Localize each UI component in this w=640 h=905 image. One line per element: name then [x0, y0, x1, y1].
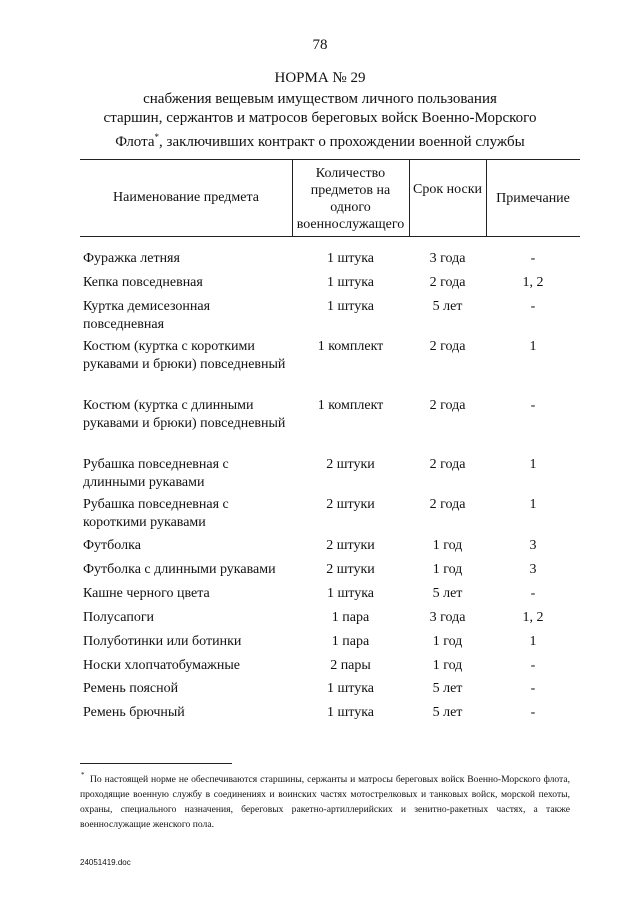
item-quantity: 2 штуки	[326, 497, 375, 512]
item-note: -	[530, 705, 536, 720]
item-quantity: 1 комплект	[317, 398, 384, 413]
item-name: Полусапоги	[83, 610, 155, 625]
item-note: 3	[529, 538, 537, 553]
footnote-rule	[80, 763, 232, 764]
item-wear-term: 3 года	[429, 251, 466, 266]
item-quantity: 1 штука	[326, 705, 375, 720]
item-name: Костюм (куртка с длинными рукавами и брюки) повседневный	[83, 398, 286, 431]
item-name: Кашне черного цвета	[83, 586, 210, 601]
item-quantity: 1 штука	[326, 299, 375, 314]
subtitle-line-1: снабжения вещевым имуществом личного пользования	[143, 91, 497, 107]
subtitle-fleet: Флота	[115, 134, 155, 150]
item-quantity: 1 штука	[326, 586, 375, 601]
item-name: Костюм (куртка с короткими рукавами и брюки) повседневный	[83, 339, 286, 372]
item-quantity: 1 штука	[326, 275, 375, 290]
item-wear-term: 1 год	[432, 562, 463, 577]
item-note: 1	[529, 457, 537, 472]
item-note: 1	[529, 339, 537, 354]
item-quantity: 1 комплект	[317, 339, 384, 354]
item-note: 1, 2	[522, 275, 544, 290]
header-note: Примечание	[496, 191, 570, 206]
item-note: 1	[529, 634, 537, 649]
subtitle-contract: , заключивших контракт о прохождении военной службы	[159, 134, 525, 150]
item-wear-term: 2 года	[429, 457, 466, 472]
item-wear-term: 2 года	[429, 339, 466, 354]
page-number: 78	[312, 37, 328, 53]
item-quantity: 2 штуки	[326, 457, 375, 472]
item-wear-term: 2 года	[429, 497, 466, 512]
item-name: Футболка с длинными рукавами	[83, 562, 276, 577]
subtitle-line-3	[0, 128, 640, 152]
document-heading	[0, 70, 640, 152]
norm-subtitle	[0, 90, 640, 152]
header-bottom-rule	[80, 236, 580, 237]
item-note: -	[530, 681, 536, 696]
header-quantity: Количество предметов на одного военнослужащего	[296, 166, 405, 232]
item-wear-term: 1 год	[432, 538, 463, 553]
item-note: -	[530, 251, 536, 266]
item-name: Ремень брючный	[83, 705, 185, 720]
item-name: Ремень поясной	[83, 681, 179, 696]
item-name: Рубашка повседневная с длинными рукавами	[83, 457, 229, 490]
footnote-marker: *	[81, 771, 85, 779]
item-wear-term: 1 год	[432, 634, 463, 649]
item-name: Кепка повседневная	[83, 275, 203, 290]
item-name: Куртка демисезонная повседневная	[83, 299, 211, 332]
footnote-text: По настоящей норме не обеспечиваются старшины, сержанты и матросы береговых войск Военно-Морского флота, проходящие военную службу в соединениях и воинских частях мотострелковых и танковых войск, морской пехоты, охраны, специального назначения, береговых ракетно-артиллерийских и зенитно-ракетных частях, а также военнослужащие женского пола.	[80, 774, 570, 830]
header-wear-term: Срок носки	[413, 182, 482, 197]
item-wear-term: 5 лет	[432, 586, 463, 601]
item-wear-term: 3 года	[429, 610, 466, 625]
footnote	[80, 772, 570, 832]
table-top-rule	[80, 159, 580, 160]
header-item-name: Наименование предмета	[113, 190, 259, 205]
item-note: -	[530, 658, 536, 673]
item-wear-term: 2 года	[429, 398, 466, 413]
item-quantity: 2 штуки	[326, 562, 375, 577]
item-note: -	[530, 398, 536, 413]
item-note: -	[530, 586, 536, 601]
item-quantity: 2 штуки	[326, 538, 375, 553]
item-note: 3	[529, 562, 537, 577]
item-quantity: 1 штука	[326, 681, 375, 696]
item-note: -	[530, 299, 536, 314]
document-id: 24051419.doc	[80, 858, 131, 867]
item-quantity: 1 пара	[331, 634, 370, 649]
subtitle-line-2: старшин, сержантов и матросов береговых войск Военно-Морского	[103, 110, 537, 126]
item-note: 1, 2	[522, 610, 544, 625]
item-name: Полуботинки или ботинки	[83, 634, 242, 649]
item-quantity: 2 пары	[330, 658, 371, 673]
item-name: Фуражка летняя	[83, 251, 180, 266]
item-wear-term: 2 года	[429, 275, 466, 290]
item-wear-term: 5 лет	[432, 705, 463, 720]
item-note: 1	[529, 497, 537, 512]
item-quantity: 1 пара	[331, 610, 370, 625]
norm-title: НОРМА № 29	[274, 70, 366, 86]
item-wear-term: 1 год	[432, 658, 463, 673]
item-name: Носки хлопчатобумажные	[83, 658, 240, 673]
item-name: Рубашка повседневная с короткими рукавами	[83, 497, 229, 530]
item-wear-term: 5 лет	[432, 299, 463, 314]
item-quantity: 1 штука	[326, 251, 375, 266]
footnote-reference: *	[154, 132, 160, 142]
item-name: Футболка	[83, 538, 141, 553]
item-wear-term: 5 лет	[432, 681, 463, 696]
